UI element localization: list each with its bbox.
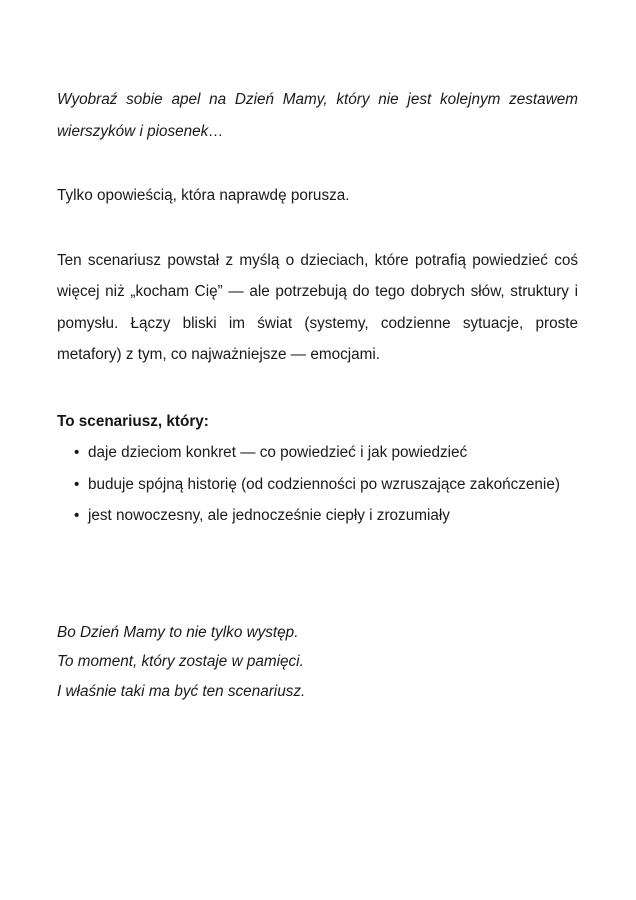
closing-line: To moment, który zostaje w pamięci.	[57, 653, 304, 670]
lead-paragraph: Wyobraź sobie apel na Dzień Mamy, który nie jest kolejnym zestawem wierszyków i piosenek…	[57, 91, 578, 140]
closing-block	[57, 618, 578, 707]
list-item-label: buduje spójną historię (od codzienności po wzruszające zakończenie)	[88, 475, 560, 493]
spacer-after-lead	[57, 147, 578, 180]
bullet-marker-icon: •	[74, 444, 80, 461]
bullet-marker-icon: •	[74, 475, 80, 493]
closing-line: Bo Dzień Mamy to nie tylko występ.	[57, 623, 299, 641]
closing-line: I właśnie taki ma być ten scenariusz.	[57, 682, 306, 700]
list-item-label: daje dzieciom konkret — co powiedzieć i jak powiedzieć	[88, 444, 468, 461]
spacer-after-subtitle	[57, 212, 578, 245]
bullet-marker-icon: •	[74, 507, 80, 524]
list-item	[57, 437, 578, 469]
list-item	[57, 469, 578, 501]
spacer-before-closing	[57, 532, 578, 618]
list-item-label: jest nowoczesny, ale jednocześnie ciepły i zrozumiały	[88, 507, 450, 524]
body-paragraph: Ten scenariusz powstał z myślą o dzieciach, które potrafią powiedzieć coś więcej niż „kocham Cię” — ale potrzebują do tego dobrych słów, struktury i pomysłu. Łączy bliski im świat (systemy, codzienne sytuacje, proste metafory) z tym, co najważniejsze — emocjami.	[57, 251, 578, 363]
spacer-before-heading	[57, 371, 578, 406]
feature-bullet-list	[57, 437, 578, 532]
list-heading: To scenariusz, który:	[57, 412, 209, 430]
list-item	[57, 500, 578, 532]
subtitle-paragraph: Tylko opowieścią, która naprawdę porusza.	[57, 187, 350, 204]
document-content	[57, 84, 578, 706]
